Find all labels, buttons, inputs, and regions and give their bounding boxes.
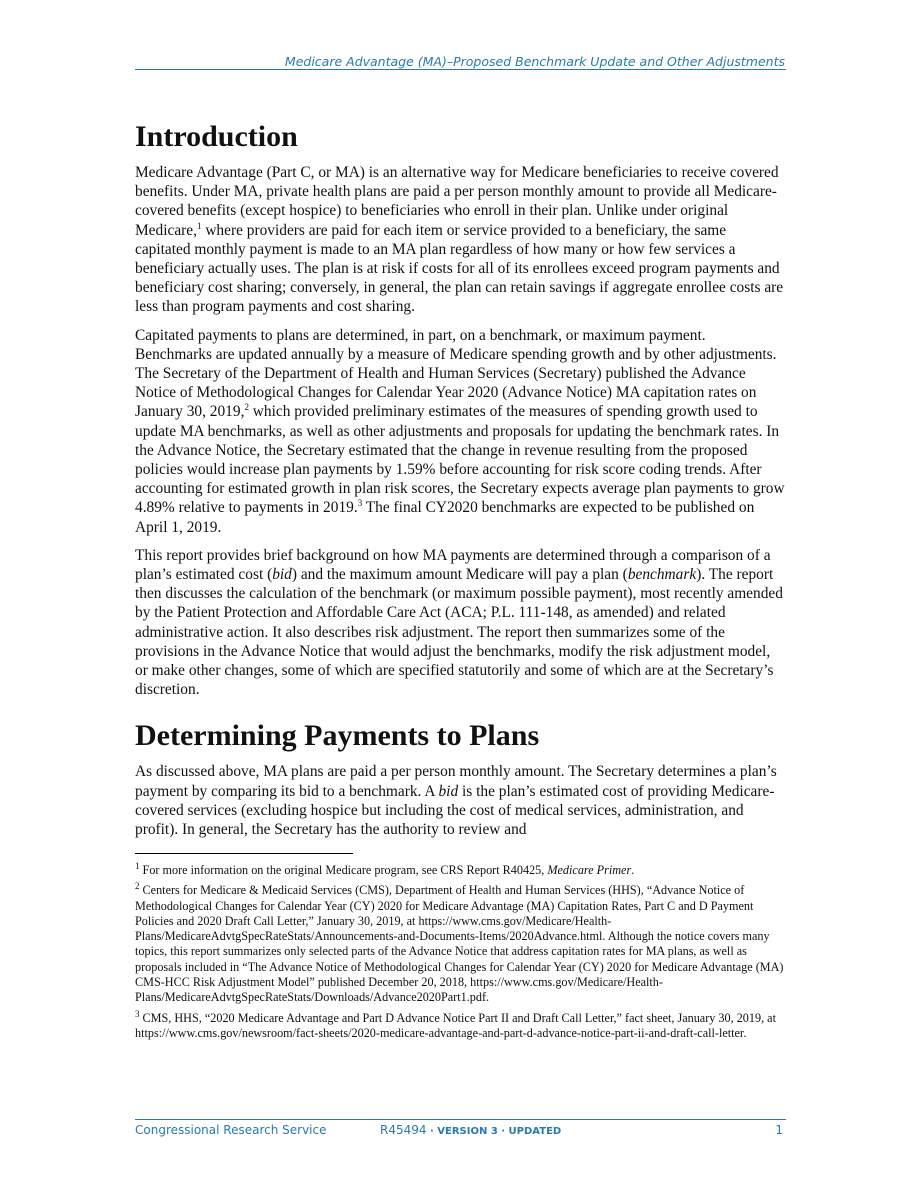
footnote-ref-1[interactable]: 1: [196, 220, 202, 231]
intro-paragraph-3: This report provides brief background on how MA payments are determined through a comparison of a plan’s estimated cost (bid) and the maximum amount Medicare will pay a plan (benchmark). The report then discusses the calculation of the benchmark (or maximum possible payment), most recently amended by the Patient Protection and Affordable Care Act (ACA; P.L. 111-148, as amended) and related administrative action. It also describes risk adjustment. The report then summarizes some of the provisions in the Advance Notice that would adjust the benchmarks, modify the risk adjustment model, or make other changes, some of which are specified statutorily and some of which are at the Secretary’s discretion.: [135, 546, 783, 699]
intro-paragraph-2: Capitated payments to plans are determined, in part, on a benchmark, or maximum payment. Benchmarks are updated annually by a measure of Medicare spending growth and by other adjustments. The Secretary of the Department of Health and Human Services (Secretary) published the Advance Notice of Methodological Changes for Calendar Year 2020 (Advance Notice) MA capitation rates on January 30, 2019,$^2$ which provided preliminary estimates of the measures of spending growth used to update MA benchmarks, as well as other adjustments and proposals for updating the benchmark rates. In the Advance Notice, the Secretary estimated that the change in revenue resulting from the proposed policies would increase plan payments by 1.59% before accounting for risk score coding trends. After accounting for estimated growth in plan risk scores, the Secretary expects average plan payments to grow 4.89% relative to payments in 2019.$^3$ The final CY2020 benchmarks are expected to be published on April 1, 2019.: [135, 326, 785, 536]
section-heading-introduction: Introduction: [135, 120, 298, 153]
intro-paragraph-1: Medicare Advantage (Part C, or MA) is an alternative way for Medicare beneficiaries to receive covered benefits. Under MA, private health plans are paid a per person monthly amount to provide all Medicare-covered benefits (except hospice) to beneficiaries who enroll in their plan. Unlike under original Medicare,$^1$ where providers are paid for each item or service provided to a beneficiary, the same capitated monthly payment is made to an MA plan regardless of how many or how few services a beneficiary actually uses. The plan is at risk if costs for all of its enrollees exceed program payments and beneficiary cost sharing; conversely, in general, the plan can retain savings if aggregate enrollee costs are less than program payments and cost sharing.: [135, 164, 784, 316]
footer-org: Congressional Research Service: [135, 1123, 327, 1137]
header-divider: [135, 69, 786, 70]
footnote-separator: [135, 853, 353, 854]
footnote-3: $^3$ CMS, HHS, “2020 Medicare Advantage and Part D Advance Notice Part II and Draft Call Letter,” fact sheet, January 30, 2019, at https://www.cms.gov/newsroom/fact-sheets/2020-medicare-advantage-and-part-d-advance-notice-part-ii-and-draft-call-letter.: [135, 1008, 776, 1040]
footnote-2: $^2$ Centers for Medicare & Medicaid Services (CMS), Department of Health and Human Services (HHS), “Advance Notice of Methodological Changes for Calendar Year (CY) 2020 for Medicare Advantage (MA) Capitation Rates, Part C and D Payment Policies and 2020 Draft Call Letter,” January 30, 2019, at https://www.cms.gov/Medicare/Health-Plans/MedicareAdvtgSpecRateStats/Announcements-and-Documents-Items/2020Advance.html. Although the notice covers many topics, this report summarizes only selected parts of the Advance Notice that address capitation rates for MA plans, as well as proposals included in “The Advance Notice of Methodological Changes for Calendar Year (CY) 2020 for Medicare Advantage (MA) CMS-HCC Risk Adjustment Model” published December 20, 2018, https://www.cms.gov/Medicare/Health-Plans/MedicareAdvtgSpecRateStats/Downloads/Advance2020Part1.pdf.: [135, 881, 784, 1005]
footnote-1: $^1$ For more information on the original Medicare program, see CRS Report R40425, Medicare Primer.: [135, 860, 635, 877]
section-heading-determining-payments: Determining Payments to Plans: [135, 719, 540, 753]
footnote-ref-2[interactable]: 2: [244, 402, 249, 413]
footnote-ref-3[interactable]: 3: [357, 498, 363, 509]
page-body: [135, 120, 785, 848]
footer-report-id: R45494 · VERSION 3 · UPDATED: [380, 1123, 562, 1137]
payments-paragraph-1: As discussed above, MA plans are paid a per person monthly amount. The Secretary determines a plan’s payment by comparing its bid to a benchmark. A bid is the plan’s estimated cost of providing Medicare-covered services (excluding hospice but including the cost of medical services, administration, and profit). In general, the Secretary has the authority to review and: [135, 763, 777, 839]
footer-divider: [135, 1119, 786, 1120]
page-number: 1: [775, 1123, 783, 1137]
footnotes: [135, 860, 785, 1046]
running-header: Medicare Advantage (MA)–Proposed Benchmark Update and Other Adjustments: [284, 54, 785, 69]
page-footer: [135, 1123, 785, 1139]
